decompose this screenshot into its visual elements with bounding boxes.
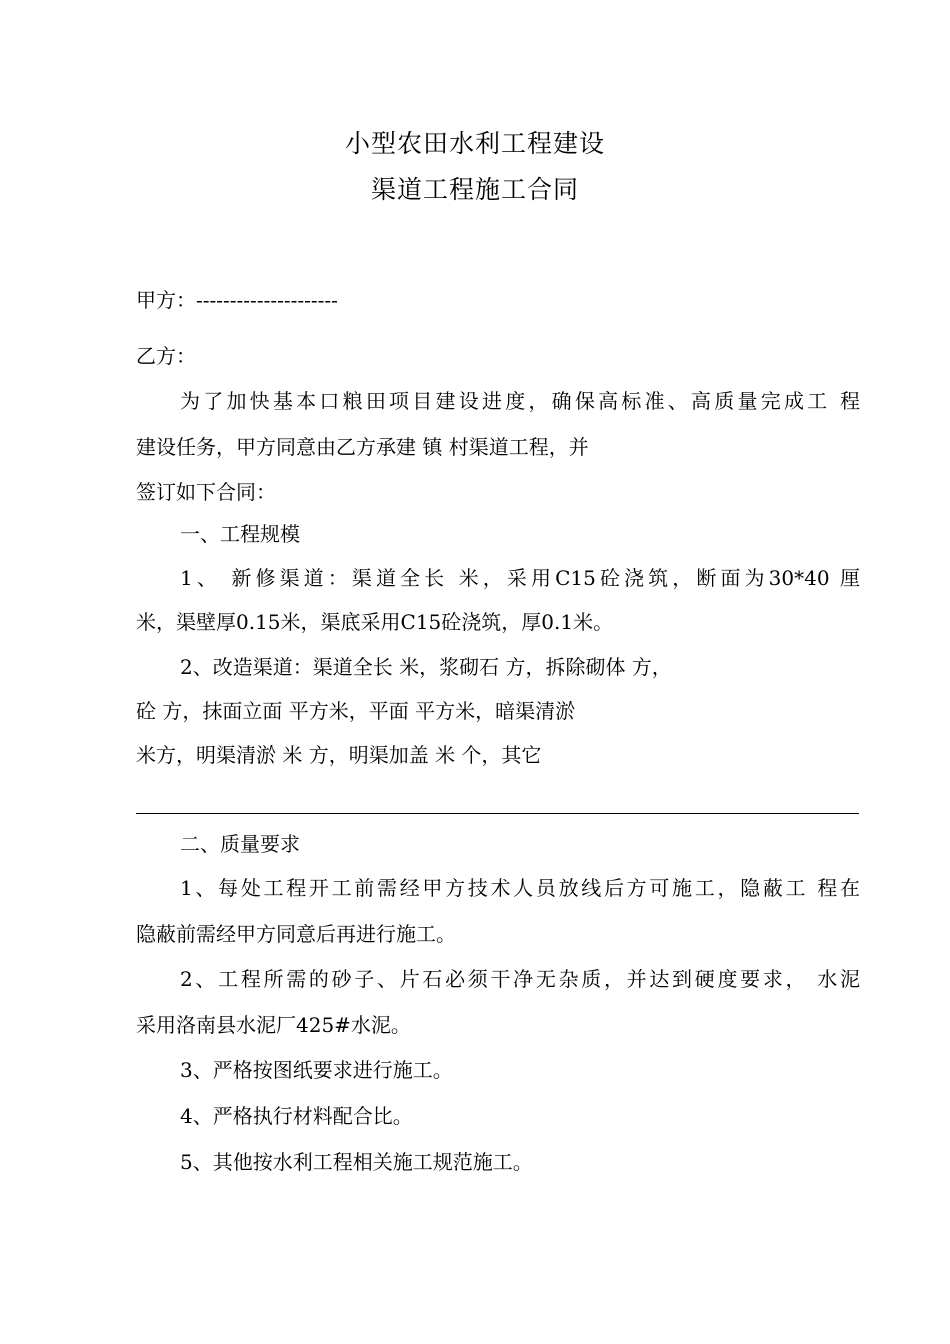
document-title: 小型农田水利工程建设: [344, 129, 605, 158]
section-1-item-2-line-1: 2、改造渠道：渠道全长 米，浆砌石 方，拆除砌体 方，: [180, 655, 672, 679]
section-2-item-1-line-2: 隐蔽前需经甲方同意后再进行施工。: [136, 922, 456, 946]
section-1-item-1-line-2: 米，渠壁厚0.15米，渠底采用C15砼浇筑，厚0.1米。: [136, 610, 614, 634]
section-2-item-4: 4、严格执行材料配合比。: [180, 1104, 413, 1128]
section-2-heading: 二、质量要求: [180, 832, 300, 856]
preamble-line-3: 签订如下合同：: [136, 480, 276, 504]
preamble-line-2: 建设任务，甲方同意由乙方承建 镇 村渠道工程，并: [136, 435, 589, 459]
section-1-item-2-line-2: 砼 方，抹面立面 平方米，平面 平方米，暗渠清淤: [136, 699, 576, 723]
section-2-item-1-line-1: 1、每处工程开工前需经甲方技术人员放线后方可施工，隐蔽工 程在: [180, 876, 860, 900]
section-2-item-2-line-1: 2、工程所需的砂子、片石必须干净无杂质，并达到硬度要求， 水泥: [180, 967, 860, 991]
section-1-item-1-line-1: 1、 新修渠道：渠道全长 米，采用C15砼浇筑，断面为30*40 厘: [180, 566, 860, 590]
document-subtitle: 渠道工程施工合同: [370, 175, 579, 204]
party-a-line: 甲方：---------------------: [136, 288, 338, 312]
preamble-line-1: 为了加快基本口粮田项目建设进度，确保高标准、高质量完成工 程: [180, 389, 860, 413]
party-b-line: 乙方：: [136, 344, 196, 368]
section-1-heading: 一、工程规模: [180, 522, 300, 546]
blank-fill-line: [136, 813, 859, 814]
section-2-item-3: 3、严格按图纸要求进行施工。: [180, 1058, 453, 1082]
section-2-item-2-line-2: 采用洛南县水泥厂425#水泥。: [136, 1013, 411, 1037]
section-1-item-2-line-3: 米方，明渠清淤 米 方，明渠加盖 米 个，其它: [136, 743, 542, 767]
section-2-item-5: 5、其他按水利工程相关施工规范施工。: [180, 1150, 533, 1174]
